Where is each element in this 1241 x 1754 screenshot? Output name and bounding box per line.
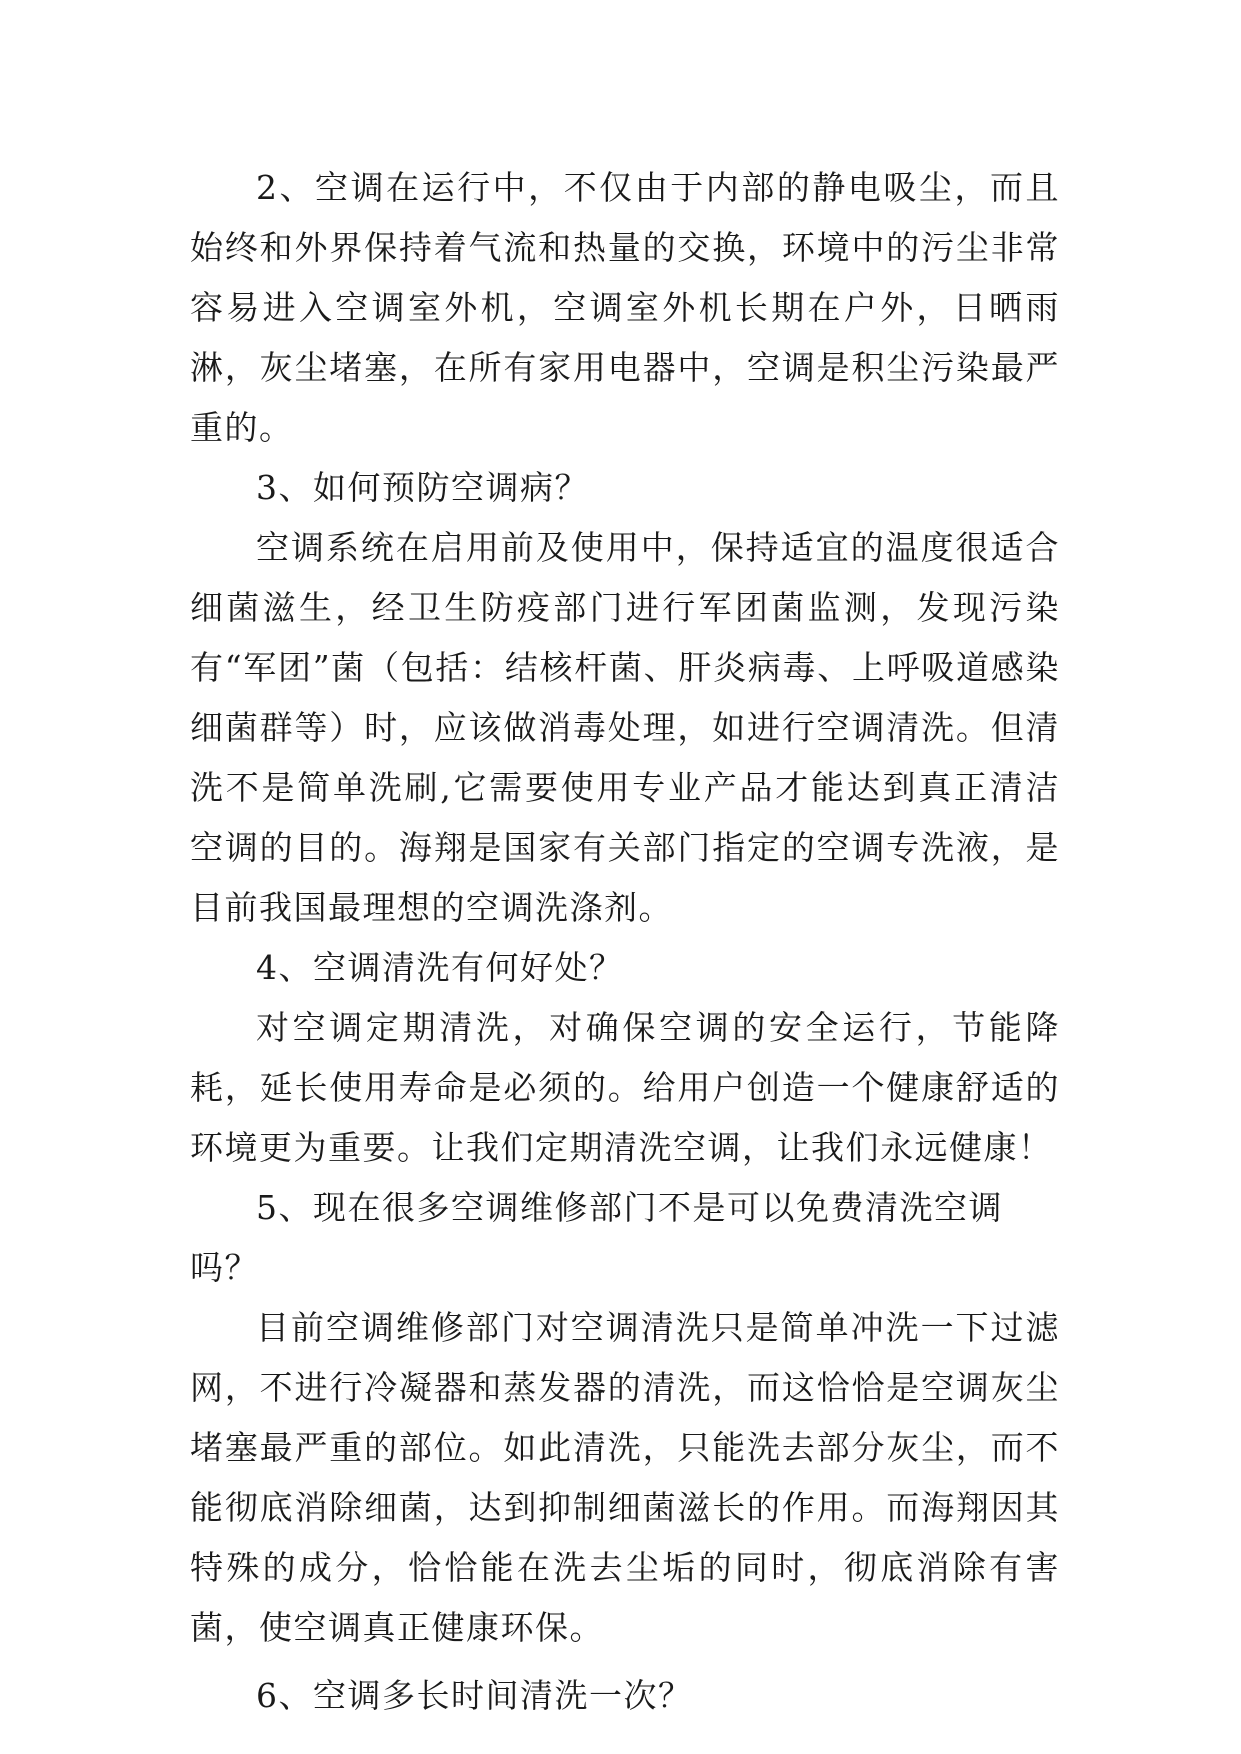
paragraph-2: 2、空调在运行中，不仅由于内部的静电吸尘，而且始终和外界保持着气流和热量的交换，环境中的污尘非常容易进入空调室外机，空调室外机长期在户外，日晒雨淋，灰尘堵塞，在所有家用电器中，空调是积尘污染最严重的。 [190, 168, 1060, 447]
answer-5-paragraph: 目前空调维修部门对空调清洗只是简单冲洗一下过滤网，不进行冷凝器和蒸发器的清洗，而这恰恰是空调灰尘堵塞最严重的部位。如此清洗，只能洗去部分灰尘，而不能彻底消除细菌，达到抑制细菌滋长的作用。而海翔因其特殊的成分，恰恰能在洗去尘垢的同时，彻底消除有害菌，使空调真正健康环保。 [190, 1308, 1060, 1647]
question-3-heading: 3、如何预防空调病？ [256, 468, 589, 507]
document-body [190, 158, 1060, 1726]
answer-4-paragraph: 对空调定期清洗，对确保空调的安全运行，节能降耗，延长使用寿命是必须的。给用户创造一个健康舒适的环境更为重要。让我们定期清洗空调，让我们永远健康！ [190, 1008, 1060, 1167]
question-5-heading: 5、现在很多空调维修部门不是可以免费清洗空调吗？ [190, 1188, 1003, 1287]
question-4-heading: 4、空调清洗有何好处？ [256, 948, 624, 987]
answer-3-paragraph: 空调系统在启用前及使用中，保持适宜的温度很适合细菌滋生，经卫生防疫部门进行军团菌监测，发现污染有“军团”菌（包括：结核杆菌、肝炎病毒、上呼吸道感染细菌群等）时，应该做消毒处理，如进行空调清洗。但清洗不是简单洗刷,它需要使用专业产品才能达到真正清洁空调的目的。海翔是国家有关部门指定的空调专洗液，是目前我国最理想的空调洗涤剂。 [190, 528, 1060, 927]
question-6-heading: 6、空调多长时间清洗一次？ [256, 1676, 693, 1715]
